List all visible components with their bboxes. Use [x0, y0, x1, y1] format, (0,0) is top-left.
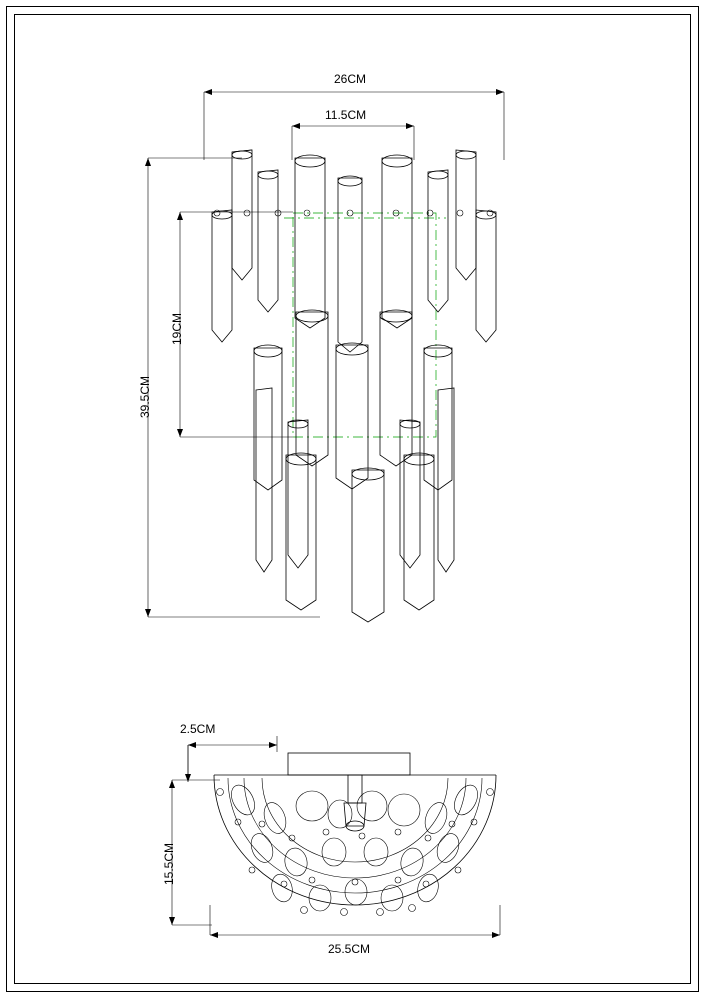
front-elevation-view — [145, 89, 504, 622]
dimension-label-plan-depth: 15.5CM — [162, 842, 176, 885]
crystal-rod-cluster-right-outer — [456, 150, 496, 342]
dimension-label-inner-width: 11.5CM — [325, 108, 367, 122]
dimension-plan-width — [210, 905, 500, 938]
crystal-rod-cluster-left-outer — [212, 150, 252, 342]
dimension-plan-depth — [169, 780, 220, 925]
crystal-rod-tier-1 — [258, 155, 448, 352]
dimension-projection-vertical-tick — [185, 745, 191, 782]
dimension-label-overall-width: 26CM — [334, 72, 367, 86]
top-plan-view — [169, 736, 500, 938]
dimension-overall-height — [145, 158, 320, 617]
crystal-rod-tier-2 — [254, 310, 452, 490]
dimension-label-projection-depth: 2.5CM — [180, 722, 216, 736]
dimension-projection-depth — [188, 736, 277, 780]
plan-backplate — [214, 753, 496, 775]
dimension-overall-width — [204, 89, 504, 160]
dimension-label-plan-width: 25.5CM — [328, 942, 371, 956]
plan-shade-outline — [214, 775, 496, 905]
mounting-bracket-centerline — [284, 213, 446, 437]
dimension-backplate-height — [177, 212, 293, 437]
dimension-inner-width — [292, 123, 414, 160]
dimension-label-overall-height: 39.5CM — [138, 375, 152, 418]
dimension-label-backplate-height: 19CM — [170, 312, 184, 345]
plan-crystal-discs — [227, 781, 483, 911]
